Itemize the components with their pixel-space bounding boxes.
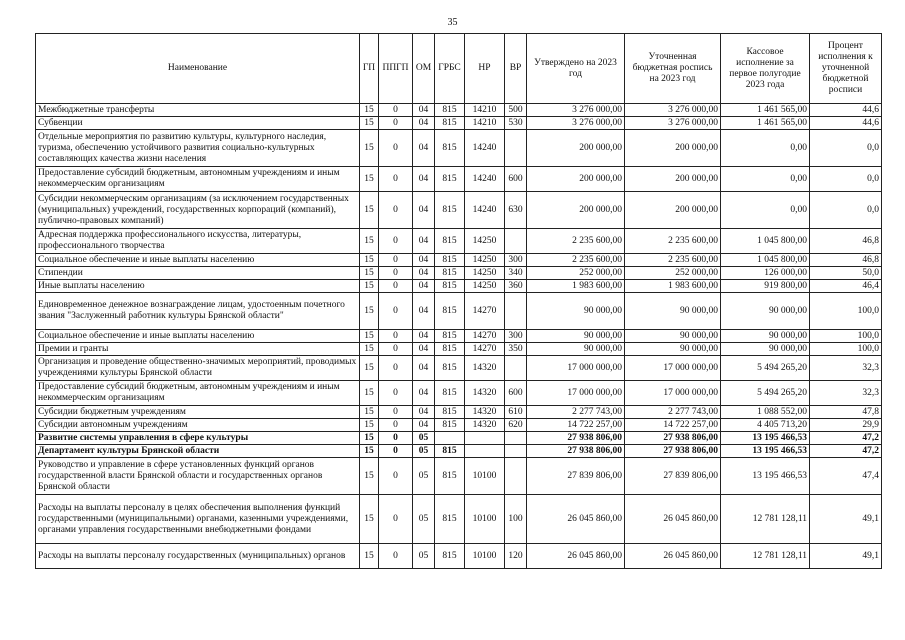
refined-amount: 2 277 743,00 [625,406,721,419]
gp-code: 15 [360,356,379,381]
table-row [36,254,882,267]
grbs-code [435,432,465,445]
execution-percent: 47,8 [810,406,882,419]
refined-amount: 17 000 000,00 [625,356,721,381]
nr-code: 14250 [465,254,505,267]
row-name: Адресная поддержка профессионального искусства, литературы, профессионального творчества [36,229,360,254]
execution-percent: 46,4 [810,280,882,293]
grbs-code: 815 [435,293,465,330]
ppgp-code: 0 [379,104,413,117]
execution-percent: 100,0 [810,293,882,330]
approved-amount: 200 000,00 [527,130,625,167]
grbs-code: 815 [435,458,465,495]
approved-amount: 27 938 806,00 [527,432,625,445]
nr-code: 14320 [465,381,505,406]
vr-code [505,432,527,445]
cash-execution: 0,00 [721,130,810,167]
grbs-code: 815 [435,192,465,229]
om-code: 05 [413,445,435,458]
nr-code: 14320 [465,406,505,419]
nr-code: 14240 [465,192,505,229]
vr-code [505,130,527,167]
nr-code: 14250 [465,229,505,254]
gp-code: 15 [360,419,379,432]
om-code: 04 [413,192,435,229]
refined-amount: 200 000,00 [625,130,721,167]
ppgp-code: 0 [379,419,413,432]
gp-code: 15 [360,280,379,293]
table-body [36,104,882,569]
om-code: 04 [413,293,435,330]
refined-amount: 90 000,00 [625,343,721,356]
nr-code: 14250 [465,267,505,280]
ppgp-code: 0 [379,406,413,419]
approved-amount: 3 276 000,00 [527,104,625,117]
refined-amount: 14 722 257,00 [625,419,721,432]
vr-code: 620 [505,419,527,432]
ppgp-code: 0 [379,458,413,495]
row-name: Социальное обеспечение и иные выплаты населению [36,330,360,343]
execution-percent: 32,3 [810,356,882,381]
om-code: 05 [413,432,435,445]
om-code: 04 [413,167,435,192]
ppgp-code: 0 [379,432,413,445]
approved-amount: 27 938 806,00 [527,445,625,458]
om-code: 04 [413,130,435,167]
refined-amount: 90 000,00 [625,330,721,343]
approved-amount: 90 000,00 [527,343,625,356]
refined-amount: 90 000,00 [625,293,721,330]
execution-percent: 100,0 [810,343,882,356]
vr-code [505,458,527,495]
om-code: 04 [413,419,435,432]
table-row [36,445,882,458]
nr-code: 14270 [465,293,505,330]
table-row [36,458,882,495]
table-row [36,293,882,330]
refined-amount: 26 045 860,00 [625,544,721,569]
approved-amount: 27 839 806,00 [527,458,625,495]
table-row [36,280,882,293]
grbs-code: 815 [435,167,465,192]
refined-amount: 27 938 806,00 [625,432,721,445]
om-code: 05 [413,495,435,544]
vr-code: 500 [505,104,527,117]
ppgp-code: 0 [379,343,413,356]
execution-percent: 44,6 [810,117,882,130]
execution-percent: 0,0 [810,167,882,192]
gp-code: 15 [360,130,379,167]
row-name: Премии и гранты [36,343,360,356]
approved-amount: 200 000,00 [527,192,625,229]
om-code: 04 [413,356,435,381]
vr-code [505,356,527,381]
row-name: Развитие системы управления в сфере культуры [36,432,360,445]
execution-percent: 47,2 [810,432,882,445]
om-code: 04 [413,254,435,267]
grbs-code: 815 [435,445,465,458]
nr-code: 14210 [465,117,505,130]
om-code: 04 [413,104,435,117]
execution-percent: 44,6 [810,104,882,117]
vr-code [505,293,527,330]
table-row [36,419,882,432]
om-code: 04 [413,381,435,406]
gp-code: 15 [360,445,379,458]
om-code: 05 [413,458,435,495]
table-row [36,356,882,381]
table-row [36,343,882,356]
refined-amount: 200 000,00 [625,192,721,229]
row-name: Социальное обеспечение и иные выплаты населению [36,254,360,267]
vr-code: 610 [505,406,527,419]
gp-code: 15 [360,406,379,419]
nr-code: 14250 [465,280,505,293]
row-name: Организация и проведение общественно-значимых мероприятий, проводимых учреждениями культуры Брянской области [36,356,360,381]
approved-amount: 26 045 860,00 [527,544,625,569]
grbs-code: 815 [435,381,465,406]
cash-execution: 919 800,00 [721,280,810,293]
row-name: Предоставление субсидий бюджетным, автономным учреждениям и иным некоммерческим организациям [36,381,360,406]
budget-table [35,33,882,569]
row-name: Расходы на выплаты персоналу в целях обеспечения выполнения функций государственными (муниципальными) органами, казенными учреждениями, органами управления государственными внебюджетными фондами [36,495,360,544]
cash-execution: 1 045 800,00 [721,254,810,267]
cash-execution: 5 494 265,20 [721,356,810,381]
om-code: 04 [413,330,435,343]
refined-amount: 252 000,00 [625,267,721,280]
table-row [36,406,882,419]
approved-amount: 252 000,00 [527,267,625,280]
ppgp-code: 0 [379,356,413,381]
om-code: 04 [413,406,435,419]
execution-percent: 100,0 [810,330,882,343]
ppgp-code: 0 [379,330,413,343]
gp-code: 15 [360,330,379,343]
ppgp-code: 0 [379,254,413,267]
execution-percent: 32,3 [810,381,882,406]
approved-amount: 3 276 000,00 [527,117,625,130]
gp-code: 15 [360,495,379,544]
ppgp-code: 0 [379,117,413,130]
nr-code: 14240 [465,167,505,192]
om-code: 04 [413,117,435,130]
gp-code: 15 [360,192,379,229]
header-cell: Процент исполнения к уточненной бюджетной росписи [810,34,882,104]
execution-percent: 47,4 [810,458,882,495]
table-row [36,192,882,229]
nr-code: 14320 [465,419,505,432]
cash-execution: 13 195 466,53 [721,432,810,445]
execution-percent: 46,8 [810,229,882,254]
table-row [36,495,882,544]
table-row [36,381,882,406]
vr-code [505,445,527,458]
grbs-code: 815 [435,406,465,419]
vr-code: 600 [505,381,527,406]
grbs-code: 815 [435,117,465,130]
cash-execution: 126 000,00 [721,267,810,280]
gp-code: 15 [360,254,379,267]
ppgp-code: 0 [379,167,413,192]
nr-code: 14270 [465,343,505,356]
cash-execution: 12 781 128,11 [721,495,810,544]
ppgp-code: 0 [379,267,413,280]
cash-execution: 90 000,00 [721,293,810,330]
gp-code: 15 [360,432,379,445]
execution-percent: 29,9 [810,419,882,432]
gp-code: 15 [360,544,379,569]
row-name: Субсидии некоммерческим организациям (за исключением государственных (муниципальных) учреждений, государственных корпораций (компаний), публично-правовых компаний) [36,192,360,229]
cash-execution: 4 405 713,20 [721,419,810,432]
approved-amount: 1 983 600,00 [527,280,625,293]
approved-amount: 26 045 860,00 [527,495,625,544]
header-cell: Кассовое исполнение за первое полугодие 2023 года [721,34,810,104]
ppgp-code: 0 [379,445,413,458]
grbs-code: 815 [435,130,465,167]
gp-code: 15 [360,343,379,356]
table-row [36,167,882,192]
execution-percent: 0,0 [810,130,882,167]
gp-code: 15 [360,229,379,254]
ppgp-code: 0 [379,544,413,569]
grbs-code: 815 [435,254,465,267]
grbs-code: 815 [435,104,465,117]
header-cell: Уточненная бюджетная роспись на 2023 год [625,34,721,104]
vr-code [505,229,527,254]
row-name: Предоставление субсидий бюджетным, автономным учреждениям и иным некоммерческим организациям [36,167,360,192]
cash-execution: 5 494 265,20 [721,381,810,406]
ppgp-code: 0 [379,229,413,254]
vr-code: 120 [505,544,527,569]
gp-code: 15 [360,458,379,495]
approved-amount: 2 235 600,00 [527,229,625,254]
vr-code: 630 [505,192,527,229]
cash-execution: 0,00 [721,192,810,229]
execution-percent: 46,8 [810,254,882,267]
table-row [36,330,882,343]
row-name: Стипендии [36,267,360,280]
ppgp-code: 0 [379,130,413,167]
row-name: Межбюджетные трансферты [36,104,360,117]
row-name: Иные выплаты населению [36,280,360,293]
grbs-code: 815 [435,280,465,293]
header-row [36,34,882,104]
gp-code: 15 [360,117,379,130]
row-name: Департамент культуры Брянской области [36,445,360,458]
grbs-code: 815 [435,343,465,356]
grbs-code: 815 [435,267,465,280]
grbs-code: 815 [435,544,465,569]
cash-execution: 90 000,00 [721,343,810,356]
approved-amount: 200 000,00 [527,167,625,192]
header-cell: ГП [360,34,379,104]
header-cell: Утверждено на 2023 год [527,34,625,104]
refined-amount: 17 000 000,00 [625,381,721,406]
table-row [36,229,882,254]
ppgp-code: 0 [379,381,413,406]
approved-amount: 2 277 743,00 [527,406,625,419]
refined-amount: 27 938 806,00 [625,445,721,458]
row-name: Отдельные мероприятия по развитию культуры, культурного наследия, туризма, обеспечению устойчивого развития социально-культурных составляющих качества жизни населения [36,130,360,167]
table-row [36,130,882,167]
page-number: 35 [447,17,458,28]
gp-code: 15 [360,381,379,406]
gp-code: 15 [360,104,379,117]
ppgp-code: 0 [379,293,413,330]
nr-code: 14320 [465,356,505,381]
om-code: 05 [413,544,435,569]
vr-code: 300 [505,254,527,267]
nr-code: 14270 [465,330,505,343]
execution-percent: 47,2 [810,445,882,458]
approved-amount: 90 000,00 [527,330,625,343]
grbs-code: 815 [435,356,465,381]
vr-code: 530 [505,117,527,130]
vr-code: 300 [505,330,527,343]
row-name: Субвенции [36,117,360,130]
execution-percent: 0,0 [810,192,882,229]
approved-amount: 17 000 000,00 [527,356,625,381]
cash-execution: 90 000,00 [721,330,810,343]
refined-amount: 27 839 806,00 [625,458,721,495]
ppgp-code: 0 [379,495,413,544]
grbs-code: 815 [435,495,465,544]
table-row [36,432,882,445]
approved-amount: 2 235 600,00 [527,254,625,267]
execution-percent: 50,0 [810,267,882,280]
vr-code: 340 [505,267,527,280]
gp-code: 15 [360,267,379,280]
vr-code: 350 [505,343,527,356]
header-cell: ППГП [379,34,413,104]
om-code: 04 [413,229,435,254]
header-cell: ВР [505,34,527,104]
grbs-code: 815 [435,419,465,432]
cash-execution: 13 195 466,53 [721,458,810,495]
cash-execution: 13 195 466,53 [721,445,810,458]
refined-amount: 200 000,00 [625,167,721,192]
cash-execution: 1 045 800,00 [721,229,810,254]
vr-code: 100 [505,495,527,544]
ppgp-code: 0 [379,280,413,293]
om-code: 04 [413,343,435,356]
cash-execution: 12 781 128,11 [721,544,810,569]
header-cell: ГРБС [435,34,465,104]
header-cell: ОМ [413,34,435,104]
gp-code: 15 [360,167,379,192]
ppgp-code: 0 [379,192,413,229]
cash-execution: 1 461 565,00 [721,117,810,130]
cash-execution: 1 461 565,00 [721,104,810,117]
om-code: 04 [413,267,435,280]
approved-amount: 14 722 257,00 [527,419,625,432]
row-name: Единовременное денежное вознаграждение лицам, удостоенным почетного звания "Заслуженный работник культуры Брянской области" [36,293,360,330]
nr-code: 14210 [465,104,505,117]
table-row [36,104,882,117]
refined-amount: 1 983 600,00 [625,280,721,293]
row-name: Руководство и управление в сфере установленных функций органов государственной власти Брянской области и государственных органов Брянской области [36,458,360,495]
table-row [36,544,882,569]
nr-code: 10100 [465,544,505,569]
om-code: 04 [413,280,435,293]
execution-percent: 49,1 [810,495,882,544]
vr-code: 600 [505,167,527,192]
grbs-code: 815 [435,330,465,343]
cash-execution: 1 088 552,00 [721,406,810,419]
row-name: Расходы на выплаты персоналу государственных (муниципальных) органов [36,544,360,569]
refined-amount: 3 276 000,00 [625,117,721,130]
execution-percent: 49,1 [810,544,882,569]
refined-amount: 2 235 600,00 [625,229,721,254]
nr-code [465,432,505,445]
approved-amount: 90 000,00 [527,293,625,330]
nr-code: 14240 [465,130,505,167]
refined-amount: 26 045 860,00 [625,495,721,544]
gp-code: 15 [360,293,379,330]
refined-amount: 2 235 600,00 [625,254,721,267]
table-row [36,267,882,280]
row-name: Субсидии автономным учреждениям [36,419,360,432]
vr-code: 360 [505,280,527,293]
header-cell: НР [465,34,505,104]
header-cell: Наименование [36,34,360,104]
nr-code: 10100 [465,495,505,544]
nr-code: 10100 [465,458,505,495]
approved-amount: 17 000 000,00 [527,381,625,406]
cash-execution: 0,00 [721,167,810,192]
table-row [36,117,882,130]
refined-amount: 3 276 000,00 [625,104,721,117]
nr-code [465,445,505,458]
grbs-code: 815 [435,229,465,254]
row-name: Субсидии бюджетным учреждениям [36,406,360,419]
